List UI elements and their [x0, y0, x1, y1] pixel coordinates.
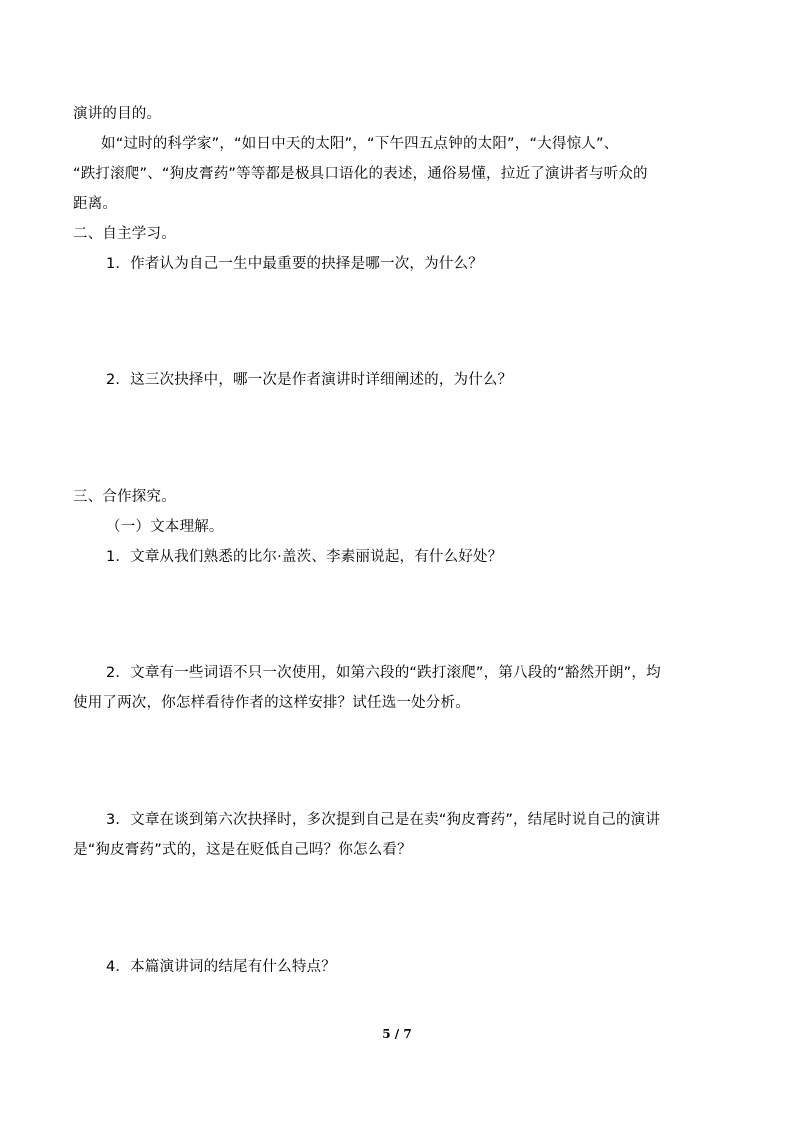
text-line: 距离。 [73, 196, 118, 212]
question: 2．这三次抉择中，哪一次是作者演讲时详细阐述的，为什么？ [106, 372, 513, 388]
text-line: 是“狗皮膏药”式的，这是在贬低自己吗？你怎么看？ [73, 842, 412, 858]
text-line: “跌打滚爬”、“狗皮膏药”等等都是极具口语化的表述，通俗易懂，拉近了演讲者与听众的 [73, 166, 648, 182]
section-heading: 二、自主学习。 [73, 226, 176, 242]
section-heading: 三、合作探究。 [73, 489, 176, 505]
subsection-heading: （一）文本理解。 [106, 519, 224, 535]
text-line: 演讲的目的。 [73, 106, 162, 122]
question: 3．文章在谈到第六次抉择时，多次提到自己是在卖“狗皮膏药”，结尾时说自己的演讲 [106, 812, 661, 828]
question: 1．文章从我们熟悉的比尔·盖茨、李素丽说起，有什么好处？ [106, 549, 503, 565]
text-line: 如“过时的科学家”，“如日中天的太阳”，“下午四五点钟的太阳”，“大得惊人”、 [101, 136, 619, 152]
text-line: 使用了两次，你怎样看待作者的这样安排？试任选一处分析。 [73, 695, 470, 711]
page-number: 5 / 7 [382, 1027, 412, 1041]
question: 1．作者认为自己一生中最重要的抉择是哪一次，为什么？ [106, 256, 483, 272]
question: 4．本篇演讲词的结尾有什么特点？ [106, 959, 336, 975]
question: 2．文章有一些词语不只一次使用，如第六段的“跌打滚爬”，第八段的“豁然开朗”，均 [106, 665, 661, 681]
